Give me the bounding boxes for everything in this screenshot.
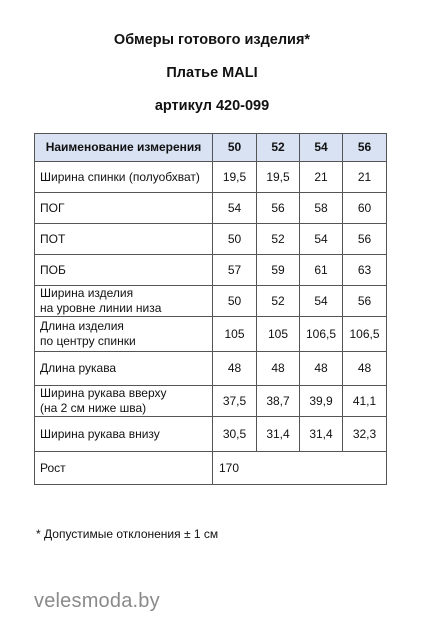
measurement-value: 54 (300, 224, 343, 255)
measurement-value: 31,4 (300, 417, 343, 452)
header-size: 56 (343, 134, 387, 162)
measurement-value: 19,5 (213, 162, 257, 193)
table-row (35, 193, 387, 224)
measurement-name-line: на уровне линии низа (40, 301, 162, 315)
table-row (35, 286, 387, 317)
measurement-value: 58 (300, 193, 343, 224)
measurement-name (35, 224, 213, 255)
measurement-name-line: (на 2 см ниже шва) (40, 401, 147, 415)
measurement-value: 52 (257, 286, 300, 317)
measurement-value: 48 (300, 352, 343, 386)
measurement-value: 61 (300, 255, 343, 286)
measurement-name-line: Ширина спинки (полуобхват) (40, 169, 200, 184)
measurement-value: 32,3 (343, 417, 387, 452)
measurement-value: 56 (343, 286, 387, 317)
measurement-name (35, 286, 213, 317)
measurement-name (35, 193, 213, 224)
measurement-value: 39,9 (300, 386, 343, 417)
title-article: артикул 420-099 (154, 98, 270, 114)
measurements-table (34, 133, 387, 485)
table-row (35, 352, 387, 386)
measurement-name-line: ПОБ (40, 262, 66, 277)
watermark: velesmoda.by (34, 590, 160, 612)
table-row (35, 317, 387, 352)
measurement-value: 30,5 (213, 417, 257, 452)
measurement-value: 54 (213, 193, 257, 224)
measurement-name (35, 255, 213, 286)
measurement-name-line: ПОГ (40, 200, 65, 215)
measurement-value: 52 (257, 224, 300, 255)
header-size: 54 (300, 134, 343, 162)
measurement-name (35, 386, 213, 417)
title-product: Платье MALI (166, 65, 258, 81)
table-row (35, 255, 387, 286)
measurement-value: 56 (257, 193, 300, 224)
table-row (35, 162, 387, 193)
header-size: 50 (213, 134, 257, 162)
measurement-value: 21 (300, 162, 343, 193)
measurement-value: 56 (343, 224, 387, 255)
table-header-row (35, 134, 387, 162)
measurement-name-line: ПОТ (40, 231, 66, 246)
measurement-name-line: Ширина изделия (40, 286, 134, 300)
measurement-name-line: по центру спинки (40, 334, 136, 348)
measurement-value: 105 (257, 317, 300, 352)
measurement-value: 63 (343, 255, 387, 286)
rost-value: 170 (213, 452, 387, 485)
measurement-value: 106,5 (300, 317, 343, 352)
measurement-value: 48 (257, 352, 300, 386)
measurement-value: 50 (213, 224, 257, 255)
measurement-value: 50 (213, 286, 257, 317)
measurement-value: 59 (257, 255, 300, 286)
measurement-value: 105 (213, 317, 257, 352)
measurement-value: 57 (213, 255, 257, 286)
measurement-value: 60 (343, 193, 387, 224)
measurement-value: 106,5 (343, 317, 387, 352)
measurement-name (35, 352, 213, 386)
header-size: 52 (257, 134, 300, 162)
measurement-value: 19,5 (257, 162, 300, 193)
measurement-name-line: Ширина рукава вверху (40, 386, 167, 400)
measurement-value: 48 (213, 352, 257, 386)
measurement-name (35, 417, 213, 452)
measurement-value: 48 (343, 352, 387, 386)
measurement-name (35, 162, 213, 193)
table-row (35, 386, 387, 417)
measurement-value: 38,7 (257, 386, 300, 417)
table-row-rost (35, 452, 387, 485)
header-measurement-name: Наименование измерения (35, 134, 213, 162)
measurement-name-line: Ширина рукава внизу (40, 426, 160, 441)
measurement-value: 54 (300, 286, 343, 317)
table-row (35, 224, 387, 255)
measurement-value: 31,4 (257, 417, 300, 452)
measurement-name (35, 317, 213, 352)
footnote-tolerance: * Допустимые отклонения ± 1 см (36, 527, 219, 541)
measurement-value: 37,5 (213, 386, 257, 417)
measurement-value: 21 (343, 162, 387, 193)
measurement-value: 41,1 (343, 386, 387, 417)
measurement-name-line: Длина рукава (40, 361, 117, 375)
table-row (35, 417, 387, 452)
rost-label: Рост (35, 452, 213, 485)
title-measurements: Обмеры готового изделия* (113, 32, 311, 48)
measurement-name-line: Длина изделия (40, 319, 124, 333)
